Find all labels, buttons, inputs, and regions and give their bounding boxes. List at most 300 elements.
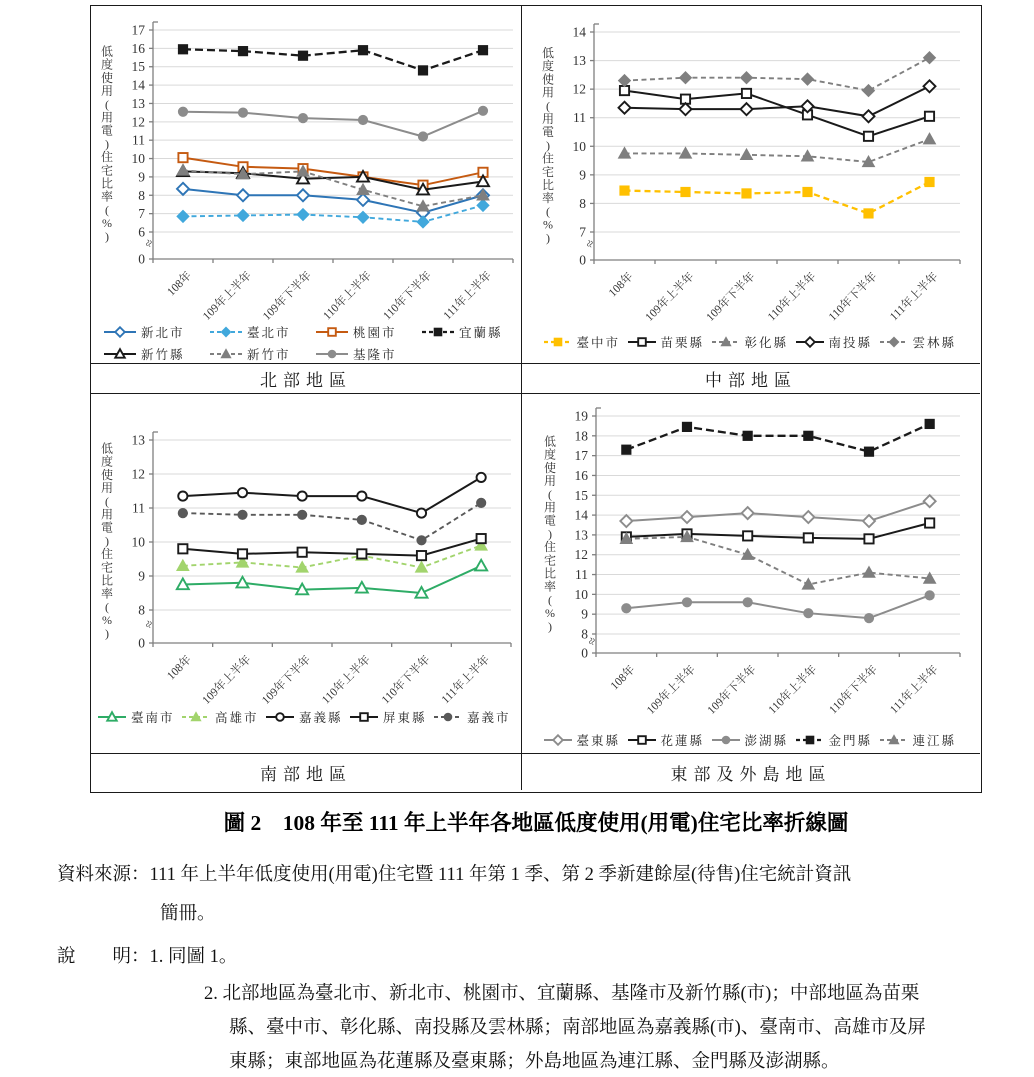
y-tick-label: 13	[131, 95, 145, 111]
data-point-marker	[681, 187, 690, 196]
data-point-marker	[622, 604, 631, 613]
y-axis-title-char: (	[105, 494, 109, 509]
data-point-marker	[477, 473, 486, 482]
legend-label: 臺東縣	[576, 734, 621, 748]
legend-item	[349, 708, 431, 726]
data-point-marker	[741, 103, 753, 115]
data-point-marker	[924, 133, 936, 144]
data-point-marker	[357, 492, 366, 501]
legend-item	[879, 333, 961, 351]
x-category-label: 111年上半年	[441, 269, 495, 323]
y-tick-label: 12	[572, 81, 586, 97]
y-axis-title-char: 住	[541, 151, 555, 166]
y-tick-label: 14	[131, 77, 145, 93]
y-axis-title-char: 住	[100, 150, 114, 165]
legend-key-sample	[627, 335, 657, 349]
y-axis-title-char: 宅	[543, 553, 557, 568]
x-category-label: 108年	[165, 269, 195, 299]
data-point-marker	[924, 495, 936, 507]
data-point-marker	[863, 85, 875, 97]
data-point-marker	[863, 515, 875, 527]
y-axis-title-char: 率	[541, 191, 555, 206]
y-tick-label: 15	[131, 59, 145, 75]
data-point-marker	[357, 549, 366, 558]
y-tick-label: 12	[131, 114, 145, 130]
y-axis-title-char: 用	[100, 110, 114, 125]
data-point-marker	[238, 549, 247, 558]
chart-panel-north	[91, 6, 521, 363]
axis-break-symbol: ≈	[581, 237, 598, 250]
y-axis-title-char: )	[105, 626, 109, 641]
legend-item	[711, 333, 793, 351]
data-point-marker	[554, 338, 562, 346]
legend-label: 桃園市	[353, 326, 397, 340]
data-point-marker	[864, 614, 873, 623]
panel-title-north-label: 北部地區	[260, 371, 352, 390]
legend-label: 南投縣	[828, 336, 873, 350]
y-axis-title-char: 比	[541, 178, 555, 192]
data-point-marker	[804, 431, 813, 440]
y-tick-label: 17	[131, 22, 145, 38]
data-point-marker	[237, 209, 249, 221]
x-category-label: 109年下半年	[260, 269, 315, 323]
data-point-marker	[298, 51, 307, 60]
data-point-marker	[681, 511, 693, 523]
legend-label: 嘉義市	[467, 711, 511, 725]
data-point-marker	[178, 492, 187, 501]
legend-label: 花蓮縣	[660, 734, 705, 748]
y-axis-title-char: 使	[543, 460, 557, 475]
legend-label: 新竹縣	[141, 348, 185, 362]
y-axis-title-char: 使	[541, 72, 555, 87]
data-point-marker	[620, 515, 632, 527]
y-axis-title-char: 比	[543, 566, 557, 581]
east-region-chart	[522, 394, 981, 753]
legend-label: 澎湖縣	[744, 734, 789, 748]
series-line	[625, 182, 930, 213]
legend-key-sample	[543, 335, 573, 349]
data-point-marker	[238, 488, 247, 497]
note-line-2: 2. 北部地區為臺北市、新北市、桃園市、宜蘭縣、基隆市及新竹縣(市)；中部地區為苗栗	[204, 984, 920, 1004]
data-point-marker	[924, 52, 936, 64]
x-category-label: 110年上半年	[320, 653, 373, 707]
y-axis-title-char: 電	[541, 125, 555, 140]
y-tick-label: 11	[132, 132, 145, 148]
series-line	[625, 86, 930, 116]
legend-item	[543, 333, 625, 351]
data-point-marker	[804, 533, 813, 542]
legend-item	[543, 731, 625, 749]
north-region-chart	[91, 6, 521, 363]
data-point-marker	[221, 327, 231, 337]
x-category-label: 109年下半年	[704, 270, 758, 324]
y-axis-title-char: )	[105, 229, 109, 244]
figure-2x2-table	[90, 5, 982, 793]
y-tick-label: 13	[131, 432, 145, 448]
y-tick-label: 13	[574, 527, 588, 543]
data-point-marker	[357, 211, 369, 223]
data-point-marker	[357, 515, 366, 524]
legend-item	[315, 323, 411, 341]
x-category-label: 110年下半年	[379, 653, 433, 707]
data-point-marker	[741, 72, 753, 84]
data-point-marker	[177, 210, 189, 222]
y-tick-label: 11	[575, 567, 588, 583]
legend-item	[103, 345, 199, 363]
y-tick-label: 12	[131, 466, 145, 482]
data-point-marker	[478, 46, 487, 55]
y-axis-title-char: (	[105, 202, 109, 217]
series-line	[183, 111, 483, 137]
legend-label: 金門縣	[828, 734, 873, 748]
data-point-marker	[328, 350, 336, 358]
legend-item	[209, 323, 305, 341]
legend-key-sample	[209, 347, 243, 361]
data-point-marker	[742, 89, 751, 98]
legend-item	[265, 708, 347, 726]
data-point-marker	[360, 713, 368, 721]
data-point-marker	[358, 115, 367, 124]
legend-item	[433, 708, 515, 726]
data-point-marker	[680, 103, 692, 115]
legend-key-sample	[181, 710, 211, 724]
data-point-marker	[298, 492, 307, 501]
data-point-marker	[804, 609, 813, 618]
legend-label: 高雄市	[215, 711, 259, 725]
y-axis-title-char: %	[545, 606, 555, 621]
data-point-marker	[177, 183, 189, 195]
central-chart-legend	[522, 333, 981, 351]
series-line	[626, 595, 929, 618]
y-axis-title-char: 低	[100, 44, 114, 59]
legend-item	[421, 323, 517, 341]
data-point-marker	[477, 199, 489, 211]
data-point-marker	[680, 147, 692, 158]
legend-label: 臺中市	[576, 336, 621, 350]
note-line-3: 縣、臺中市、彰化縣、南投縣及雲林縣；南部地區為嘉義縣(市)、臺南市、高雄市及屏	[229, 1018, 926, 1038]
y-axis-title-char: )	[105, 533, 109, 548]
y-axis-title-char: 度	[543, 447, 557, 462]
x-category-label: 111年上半年	[888, 270, 941, 324]
y-axis-title-char: 用	[543, 500, 557, 515]
data-point-marker	[418, 66, 427, 75]
data-point-marker	[178, 45, 187, 54]
data-point-marker	[178, 107, 187, 116]
y-axis-title-char: 電	[100, 520, 114, 535]
data-point-marker	[477, 498, 486, 507]
legend-key-sample	[315, 347, 349, 361]
y-tick-label: 16	[574, 467, 588, 483]
data-point-marker	[178, 509, 187, 518]
panel-title-south-label: 南部地區	[260, 764, 352, 784]
data-point-marker	[237, 189, 249, 201]
panel-title-east-label: 東部及外島地區	[670, 764, 832, 784]
y-tick-label: 11	[573, 110, 586, 126]
data-point-marker	[477, 534, 486, 543]
data-point-marker	[358, 46, 367, 55]
data-point-marker	[115, 327, 125, 337]
y-zero-label: 0	[138, 635, 145, 651]
data-point-marker	[925, 177, 934, 186]
central-region-chart	[522, 6, 981, 363]
y-axis-title-char: 住	[543, 540, 557, 555]
legend-key-sample	[97, 710, 127, 724]
legend-item	[103, 323, 199, 341]
legend-label: 宜蘭縣	[459, 326, 503, 340]
legend-key-sample	[103, 325, 137, 339]
data-point-marker	[619, 75, 631, 87]
figure-caption: 圖 2 108 年至 111 年上半年各地區低度使用(用電)住宅比率折線圖	[223, 811, 849, 835]
data-point-marker	[238, 510, 247, 519]
chart-panel-south	[91, 394, 521, 753]
data-point-marker	[238, 108, 247, 117]
data-point-marker	[803, 187, 812, 196]
panel-title-central	[521, 363, 980, 394]
data-point-marker	[619, 102, 631, 114]
x-category-label: 110年下半年	[826, 270, 880, 324]
legend-item	[181, 708, 263, 726]
data-point-marker	[864, 447, 873, 456]
data-point-marker	[924, 80, 936, 92]
y-zero-label: 0	[579, 252, 586, 268]
series-line	[183, 545, 481, 567]
legend-key-sample	[711, 733, 741, 747]
series-line	[183, 158, 483, 186]
series-line	[183, 566, 481, 593]
legend-item	[795, 333, 877, 351]
x-category-label: 110年下半年	[827, 663, 881, 717]
panel-title-south	[91, 753, 521, 790]
data-point-marker	[925, 518, 934, 527]
data-point-marker	[722, 736, 730, 744]
y-axis-title-char: 用	[100, 507, 114, 522]
y-tick-label: 14	[572, 24, 586, 40]
legend-key-sample	[209, 325, 243, 339]
data-point-marker	[864, 209, 873, 218]
legend-label: 臺北市	[247, 326, 291, 340]
data-point-marker	[863, 567, 875, 578]
y-tick-label: 9	[138, 568, 145, 584]
south-chart-legend	[91, 708, 521, 726]
y-tick-label: 8	[581, 626, 588, 642]
data-point-marker	[475, 560, 487, 571]
data-point-marker	[889, 337, 899, 347]
panel-title-east	[521, 753, 980, 790]
y-axis-title-char: 宅	[100, 560, 114, 575]
legend-label: 屏東縣	[383, 711, 427, 725]
y-axis-title-char: 用	[543, 474, 557, 489]
y-tick-label: 10	[572, 138, 586, 154]
legend-key-sample	[795, 733, 825, 747]
data-point-marker	[328, 328, 336, 336]
y-tick-label: 9	[579, 167, 586, 183]
y-axis-title-char: %	[102, 216, 112, 231]
x-category-label: 110年上半年	[321, 269, 375, 323]
data-point-marker	[298, 548, 307, 557]
legend-key-sample	[265, 710, 295, 724]
y-tick-label: 9	[581, 606, 588, 622]
y-axis-title-char: 低	[543, 434, 557, 449]
data-point-marker	[802, 511, 814, 523]
axis-break-symbol: ≈	[583, 635, 600, 647]
y-axis-title-char: (	[546, 98, 550, 113]
y-zero-label: 0	[581, 645, 588, 661]
data-point-marker	[622, 445, 631, 454]
data-point-marker	[864, 534, 873, 543]
series-line	[626, 424, 929, 452]
y-tick-label: 7	[579, 224, 586, 240]
x-category-label: 108年	[608, 663, 638, 693]
data-point-marker	[638, 736, 646, 744]
series-line	[626, 501, 929, 521]
legend-label: 彰化縣	[744, 336, 789, 350]
data-point-marker	[806, 736, 814, 744]
legend-key-sample	[349, 710, 379, 724]
data-point-marker	[418, 132, 427, 141]
data-point-marker	[805, 337, 815, 347]
x-category-label: 110年上半年	[766, 663, 820, 717]
series-line	[183, 539, 481, 556]
y-tick-label: 7	[138, 206, 145, 222]
x-category-label: 108年	[606, 270, 636, 300]
legend-key-sample	[433, 710, 463, 724]
y-axis-title-char: 比	[100, 573, 114, 588]
legend-label: 雲林縣	[912, 336, 957, 350]
x-category-label: 109年上半年	[200, 269, 255, 323]
data-point-marker	[863, 110, 875, 122]
y-tick-label: 9	[138, 169, 145, 185]
data-point-marker	[682, 422, 691, 431]
data-point-marker	[638, 338, 646, 346]
axis-break-symbol: ≈	[140, 237, 157, 249]
y-axis-title-char: 宅	[541, 164, 555, 179]
legend-key-sample	[795, 335, 825, 349]
legend-key-sample	[711, 335, 741, 349]
y-axis-title-char: 電	[543, 513, 557, 528]
data-point-marker	[682, 598, 691, 607]
series-line	[626, 537, 929, 585]
data-point-marker	[478, 106, 487, 115]
y-axis-title-char: (	[548, 592, 552, 607]
series-line	[183, 189, 483, 213]
legend-item	[209, 345, 305, 363]
data-point-marker	[276, 713, 284, 721]
y-axis-title-char: 使	[100, 70, 114, 85]
y-axis-title-char: 比	[100, 176, 114, 191]
data-point-marker	[115, 349, 125, 357]
y-tick-label: 17	[574, 448, 588, 464]
legend-key-sample	[315, 325, 349, 339]
x-category-label: 110年下半年	[381, 269, 435, 323]
data-point-marker	[417, 536, 426, 545]
data-point-marker	[434, 328, 442, 336]
y-axis-title-char: %	[543, 217, 553, 232]
legend-label: 苗栗縣	[660, 336, 705, 350]
data-point-marker	[416, 562, 428, 573]
y-tick-label: 10	[131, 151, 145, 167]
data-point-marker	[925, 112, 934, 121]
data-point-marker	[298, 114, 307, 123]
data-point-marker	[417, 551, 426, 560]
legend-key-sample	[103, 347, 137, 361]
y-axis-title-char: 低	[541, 46, 555, 60]
y-tick-label: 14	[574, 507, 588, 523]
data-point-marker	[178, 544, 187, 553]
legend-key-sample	[879, 733, 909, 747]
y-tick-label: 10	[131, 534, 145, 550]
legend-item	[879, 731, 961, 749]
data-point-marker	[741, 149, 753, 160]
data-point-marker	[298, 510, 307, 519]
legend-label: 新北市	[141, 326, 185, 340]
legend-key-sample	[879, 335, 909, 349]
y-axis-title-char: 率	[100, 189, 114, 204]
data-point-marker	[743, 598, 752, 607]
chart-panel-central	[521, 6, 980, 363]
series-line	[183, 49, 483, 70]
data-point-marker	[297, 189, 309, 201]
y-axis-title-char: 用	[100, 84, 114, 99]
y-tick-label: 15	[574, 487, 588, 503]
y-tick-label: 12	[574, 547, 588, 563]
legend-label: 新竹市	[247, 348, 291, 362]
y-axis-title-char: 度	[541, 59, 555, 74]
y-axis-title-char: (	[105, 97, 109, 112]
legend-key-sample	[627, 733, 657, 747]
series-line	[625, 91, 930, 137]
y-tick-label: 13	[572, 53, 586, 69]
y-axis-title-char: )	[548, 526, 552, 541]
x-category-label: 111年上半年	[439, 653, 493, 707]
y-axis-title-char: 低	[100, 441, 114, 456]
y-axis-title-char: )	[546, 230, 550, 245]
x-category-label: 108年	[165, 653, 194, 683]
legend-item	[627, 333, 709, 351]
data-point-marker	[802, 73, 814, 85]
east-chart-legend	[522, 731, 981, 749]
y-axis-title-char: 住	[100, 547, 114, 562]
y-tick-label: 6	[138, 224, 145, 240]
south-region-chart	[91, 394, 521, 753]
data-point-marker	[925, 419, 934, 428]
legend-item	[315, 345, 411, 363]
y-axis-title-char: 電	[100, 123, 114, 138]
data-point-marker	[417, 216, 429, 228]
legend-label: 嘉義縣	[299, 711, 343, 725]
legend-label: 基隆市	[353, 348, 397, 362]
y-axis-title-char: 度	[100, 57, 114, 72]
y-tick-label: 18	[574, 428, 588, 444]
y-axis-title-char: )	[105, 136, 109, 151]
data-point-marker	[743, 431, 752, 440]
x-category-label: 111年上半年	[888, 663, 941, 717]
legend-item	[711, 731, 793, 749]
series-line	[183, 503, 481, 540]
y-axis-title-char: 率	[543, 579, 557, 594]
legend-key-sample	[543, 733, 573, 747]
panel-title-north	[91, 363, 521, 394]
data-point-marker	[620, 86, 629, 95]
north-chart-legend	[103, 323, 519, 363]
y-zero-label: 0	[138, 251, 145, 267]
source-line-2: 簡冊。	[160, 904, 216, 924]
y-axis-title-char: 用	[541, 112, 555, 126]
data-point-marker	[742, 189, 751, 198]
y-axis-title-char: %	[102, 613, 112, 628]
legend-label: 臺南市	[131, 711, 175, 725]
y-axis-title-char: (	[105, 599, 109, 614]
x-category-label: 109年上半年	[200, 653, 254, 707]
